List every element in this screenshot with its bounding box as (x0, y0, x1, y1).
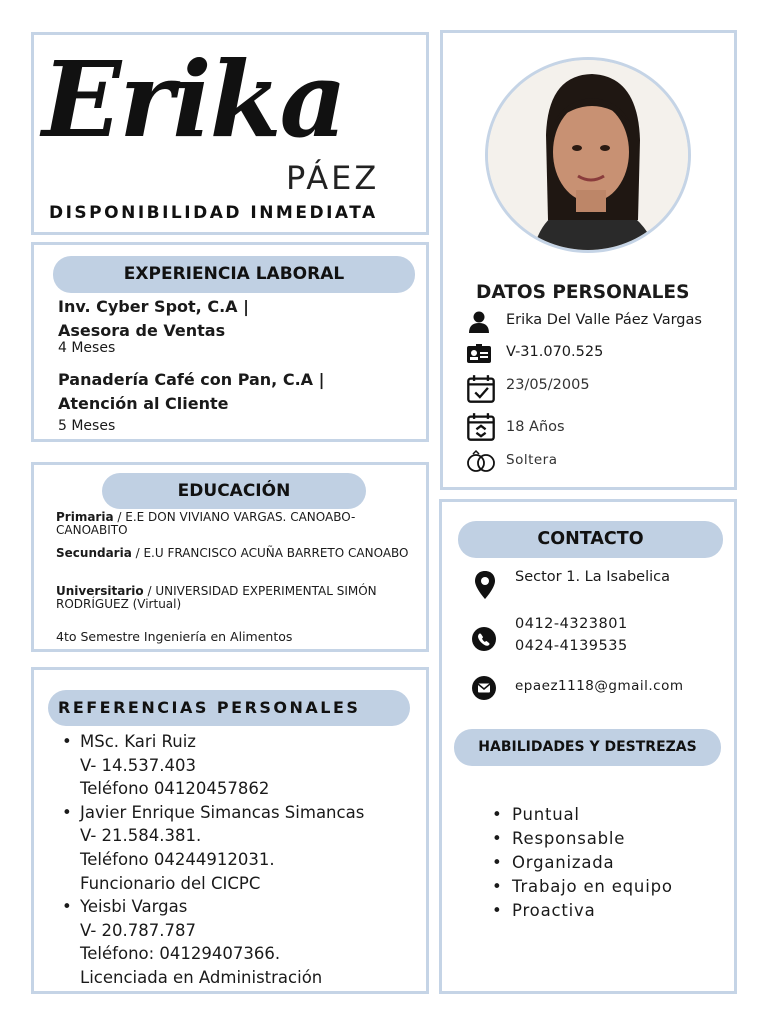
location-pin-icon (471, 569, 499, 601)
job-2-duration: 5 Meses (58, 418, 116, 434)
skills-title: HABILIDADES Y DESTREZAS (454, 729, 721, 766)
reference-item (58, 895, 428, 989)
bullet: • (492, 805, 503, 824)
portrait-illustration (488, 60, 691, 253)
personal-id-number: V-31.070.525 (506, 344, 604, 360)
reference-line: V- 14.537.403 (80, 755, 196, 775)
education-item-secondary (56, 547, 426, 560)
skill-label: Proactiva (512, 901, 596, 920)
contact-phone-1[interactable]: 0412-4323801 (515, 616, 628, 632)
education-panel (31, 462, 429, 652)
education-item-university (56, 585, 426, 610)
reference-line: Teléfono 04120457862 (80, 779, 270, 799)
education-detail: / E.E DON VIVIANO VARGAS. CANOABO-CANOABITO (56, 510, 356, 537)
education-level: Universitario (56, 584, 144, 598)
experience-panel (31, 242, 429, 442)
skill-item (492, 875, 673, 899)
job-2-role: Atención al Cliente (58, 394, 229, 413)
skill-item (492, 899, 673, 923)
education-detail: / UNIVERSIDAD EXPERIMENTAL SIMÓN RODRÍGUEZ (Virtual) (56, 584, 377, 611)
last-name: PÁEZ (286, 159, 380, 197)
skill-label: Trabajo en equipo (512, 877, 673, 896)
reference-item (58, 801, 428, 895)
contact-email[interactable]: epaez1118@gmail.com (515, 678, 684, 694)
reference-line: Yeisbi Vargas (80, 897, 188, 917)
references-panel (31, 667, 429, 994)
education-item-primary (56, 511, 426, 536)
phone-icon (471, 626, 497, 652)
personal-marital-status: Soltera (506, 452, 558, 468)
bullet: • (492, 901, 503, 920)
skill-item (492, 827, 673, 851)
reference-line: Licenciada en Administración (80, 967, 323, 987)
skills-list (492, 803, 673, 923)
reference-line: Javier Enrique Simancas Simancas (80, 802, 365, 822)
email-icon (471, 675, 497, 701)
contact-phone-2[interactable]: 0424-4139535 (515, 638, 628, 654)
reference-item (58, 730, 428, 801)
name-panel (31, 32, 429, 235)
profile-photo (485, 57, 691, 253)
bullet: • (62, 732, 72, 751)
reference-line: V- 20.787.787 (80, 920, 196, 940)
skill-label: Responsable (512, 829, 626, 848)
bullet: • (492, 829, 503, 848)
experience-title: EXPERIENCIA LABORAL (53, 256, 415, 293)
bullet: • (492, 853, 503, 872)
personal-panel (440, 30, 737, 490)
rings-icon (466, 448, 496, 474)
id-card-icon (466, 341, 492, 367)
contact-panel (439, 499, 737, 994)
bullet: • (62, 802, 72, 822)
reference-line: Teléfono 04244912031. (80, 849, 275, 869)
skill-label: Organizada (512, 853, 615, 872)
skill-item (492, 803, 673, 827)
skill-item (492, 851, 673, 875)
job-1-duration: 4 Meses (58, 340, 116, 356)
contact-title: CONTACTO (458, 521, 723, 558)
bullet: • (62, 897, 72, 917)
references-title: REFERENCIAS PERSONALES (48, 690, 410, 726)
reference-line: V- 21.584.381. (80, 826, 202, 846)
references-list (58, 730, 428, 990)
job-1-role: Asesora de Ventas (58, 321, 226, 340)
personal-full-name: Erika Del Valle Páez Vargas (506, 312, 702, 328)
first-name: Erika (42, 38, 346, 161)
personal-birthdate: 23/05/2005 (506, 377, 590, 393)
reference-line: Funcionario del CICPC (80, 873, 261, 893)
calendar-age-icon (466, 412, 496, 442)
education-level: Primaria (56, 510, 114, 524)
bullet: • (492, 877, 503, 896)
calendar-check-icon (466, 374, 496, 404)
availability-tagline: DISPONIBILIDAD INMEDIATA (49, 203, 378, 223)
education-note: 4to Semestre Ingeniería en Alimentos (56, 629, 293, 644)
personal-title: DATOS PERSONALES (476, 282, 690, 303)
personal-age: 18 Años (506, 419, 565, 435)
person-icon (466, 309, 492, 335)
education-level: Secundaria (56, 546, 132, 560)
job-1-company: Inv. Cyber Spot, C.A | (58, 297, 249, 316)
skill-label: Puntual (512, 805, 580, 824)
job-2-company: Panadería Café con Pan, C.A | (58, 370, 325, 389)
reference-line: Teléfono: 04129407366. (80, 944, 281, 964)
contact-address: Sector 1. La Isabelica (515, 569, 670, 585)
education-title: EDUCACIÓN (102, 473, 366, 509)
education-detail: / E.U FRANCISCO ACUÑA BARRETO CANOABO (131, 546, 409, 560)
reference-line: MSc. Kari Ruiz (80, 732, 196, 751)
